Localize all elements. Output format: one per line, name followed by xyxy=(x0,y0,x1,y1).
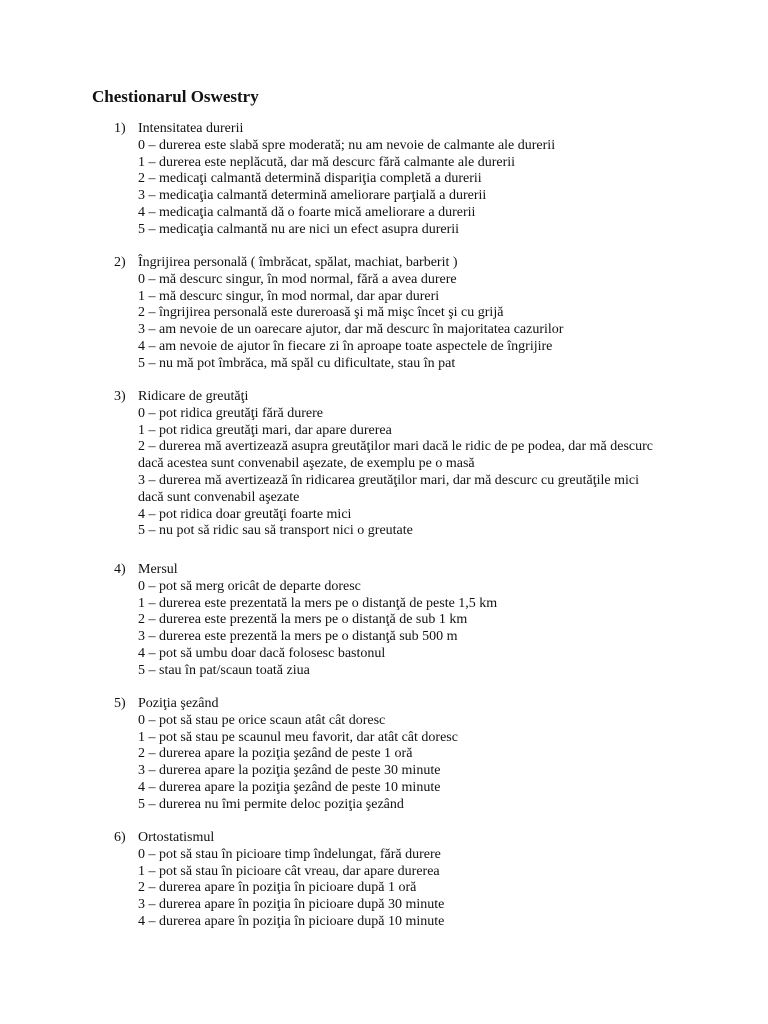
answer-option: 2 – durerea apare la poziţia şezând de peste 1 oră xyxy=(138,746,413,762)
answer-option: 1 – pot să stau în picioare cât vreau, dar apare durerea xyxy=(138,863,440,879)
question-header xyxy=(0,562,768,579)
answer-option: 3 – medicaţia calmantă determină ameliorare parţială a durerii xyxy=(138,188,487,204)
answer-option: 1 – durerea este prezentată la mers pe o distanţă de peste 1,5 km xyxy=(138,595,498,611)
question-lifting xyxy=(0,389,768,540)
question-walking xyxy=(0,562,768,680)
answer-option: 0 – durerea este slabă spre moderată; nu am nevoie de calmante ale durerii xyxy=(138,137,556,153)
answer-option: 2 – îngrijirea personală este dureroasă şi mă mişc încet şi cu grijă xyxy=(138,305,504,321)
answer-options xyxy=(0,713,668,814)
answer-option: 2 – durerea mă avertizează asupra greutăţilor mari dacă le ridic de pe podea, dar mă descurc dacă acestea sunt convenabil aşezate, de exemplu pe o masă xyxy=(138,439,653,472)
answer-options xyxy=(0,406,668,540)
answer-option: 0 – pot să merg oricât de departe doresc xyxy=(138,578,361,594)
question-number: 6) xyxy=(114,830,126,845)
document-title: Chestionarul Oswestry xyxy=(92,87,259,106)
question-title: Poziţia şezând xyxy=(138,696,219,711)
answer-option: 3 – am nevoie de un oarecare ajutor, dar mă descurc în majoritatea cazurilor xyxy=(138,322,564,338)
question-number: 2) xyxy=(114,255,126,270)
question-title: Ortostatismul xyxy=(138,830,215,845)
answer-option: 4 – pot să umbu doar dacă folosesc bastonul xyxy=(138,645,386,661)
answer-option: 2 – durerea este prezentă la mers pe o distanţă de sub 1 km xyxy=(138,612,468,628)
answer-option: 0 – mă descurc singur, în mod normal, fără a avea durere xyxy=(138,271,457,287)
question-number: 3) xyxy=(114,389,126,404)
answer-option: 4 – medicaţia calmantă dă o foarte mică ameliorare a durerii xyxy=(138,204,476,220)
question-title: Îngrijirea personală ( îmbrăcat, spălat, machiat, barberit ) xyxy=(138,255,458,270)
answer-option: 0 – pot ridica greutăţi fără durere xyxy=(138,405,324,421)
question-standing xyxy=(0,830,768,931)
answer-options xyxy=(0,138,668,239)
question-personal-care xyxy=(0,255,768,373)
answer-option: 4 – durerea apare în poziţia în picioare după 10 minute xyxy=(138,913,445,929)
question-title: Ridicare de greutăţi xyxy=(138,389,249,404)
question-header xyxy=(0,696,768,713)
answer-option: 5 – nu mă pot îmbrăca, mă spăl cu dificultate, stau în pat xyxy=(138,355,456,371)
answer-option: 0 – pot să stau în picioare timp îndelungat, fără durere xyxy=(138,846,441,862)
answer-option: 4 – pot ridica doar greutăţi foarte mici xyxy=(138,506,352,522)
answer-option: 3 – durerea mă avertizează în ridicarea greutăţilor mari, dar mă descurc cu greutăţile mici dacă sunt convenabil aşezate xyxy=(138,472,640,505)
question-header xyxy=(0,255,768,272)
answer-option: 5 – nu pot să ridic sau să transport nici o greutate xyxy=(138,523,413,539)
question-header xyxy=(0,389,768,406)
answer-options xyxy=(0,272,668,373)
answer-option: 3 – durerea apare la poziţia şezând de peste 30 minute xyxy=(138,763,441,779)
answer-option: 5 – medicaţia calmantă nu are nici un efect asupra durerii xyxy=(138,221,460,237)
answer-option: 1 – pot să stau pe scaunul meu favorit, dar atât cât doresc xyxy=(138,729,458,745)
answer-option: 3 – durerea este prezentă la mers pe o distanţă sub 500 m xyxy=(138,629,458,645)
answer-option: 1 – pot ridica greutăţi mari, dar apare durerea xyxy=(138,422,392,438)
question-header xyxy=(0,830,768,847)
question-number: 5) xyxy=(114,696,126,711)
answer-options xyxy=(0,847,668,931)
answer-option: 1 – durerea este neplăcută, dar mă descurc fără calmante ale durerii xyxy=(138,154,516,170)
answer-option: 1 – mă descurc singur, în mod normal, dar apar dureri xyxy=(138,288,440,304)
question-header xyxy=(0,121,768,138)
answer-option: 5 – stau în pat/scaun toată ziua xyxy=(138,662,310,678)
answer-option: 4 – am nevoie de ajutor în fiecare zi în aproape toate aspectele de îngrijire xyxy=(138,338,553,354)
question-number: 1) xyxy=(114,121,126,136)
answer-option: 2 – medicaţi calmantă determină dispariţia completă a durerii xyxy=(138,171,482,187)
question-number: 4) xyxy=(114,562,126,577)
answer-option: 4 – durerea apare la poziţia şezând de peste 10 minute xyxy=(138,779,441,795)
answer-option: 5 – durerea nu îmi permite deloc poziţia şezând xyxy=(138,796,404,812)
answer-option: 3 – durerea apare în poziţia în picioare după 30 minute xyxy=(138,897,445,913)
answer-option: 2 – durerea apare în poziţia în picioare după 1 oră xyxy=(138,880,417,896)
question-intensity xyxy=(0,121,768,239)
question-sitting xyxy=(0,696,768,814)
question-title: Intensitatea durerii xyxy=(138,121,244,136)
question-title: Mersul xyxy=(138,562,178,577)
answer-options xyxy=(0,579,668,680)
answer-option: 0 – pot să stau pe orice scaun atât cât doresc xyxy=(138,712,386,728)
